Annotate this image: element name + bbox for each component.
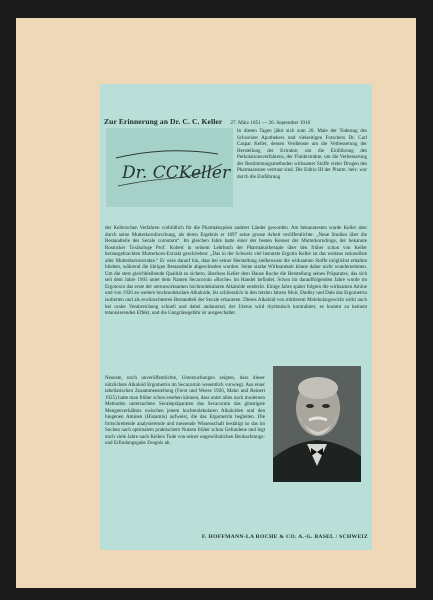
article-sheet	[100, 84, 372, 550]
article-dates: 27. März 1851 — 26. September 1916	[230, 120, 311, 126]
bald-head-shape	[298, 377, 338, 399]
portrait-drawing	[273, 366, 361, 482]
left-paragraph: Neueste, noch unveröffentlichte, Untersuchungen zeigten, dass dieser nützlichste Alkaloid Ergometrin im Secacornin wesentlich vorwiegt. Aus einer tabellarischen Zusammenstellung (Forst und Weese 1926, Mahn und Reinert 1925) hatte man früher schon ersehen können, dass unter allen nach modernen Methoden untersuchten Secalepräparaten das Secacornin das günstigste Mengenverhältnis zwischen jenem hochmolekularen Alkaloiden und den biogenen Aminen (Histamin) aufweist, die das Ergometrin begleiten. Die fortschreitende analysierende und messende Wissenschaft bestätigt so das im Suchen nach optimalem praktischem Nutzen früher schon Gefundene und legt noch viele Jahre nach Kellers Tode von seiner ungewöhnlichen Beobachtungs- und Erfindungsgabe Zeugnis ab.	[105, 375, 265, 447]
signature-text: Dr. CCKeller	[122, 163, 231, 183]
portrait-photo	[273, 366, 361, 482]
main-text	[105, 225, 367, 317]
publisher-footer: F. HOFFMANN-LA ROCHE & CO. A.-G. BASEL / SCHWEIZ	[201, 534, 368, 540]
signature-drawing	[106, 128, 233, 207]
mount-board	[16, 18, 416, 588]
article-title: Zur Erinnerung an Dr. C. C. Keller	[104, 117, 223, 126]
signature-flourish	[116, 151, 218, 158]
article-header	[104, 111, 368, 129]
signature-image	[106, 128, 233, 207]
intro-column	[237, 128, 367, 180]
main-paragraph: der Kellerschen Verfahren vorbildlich für die Pharmakopöen anderer Länder geworden. Am bekanntesten wurde Keller aber durch seine Mutterkornforschung, als deren Ergebnis er 1897 seine grosse Arbeit veröffentlichte: „Neue Studien über die Bestandteile des Secale cornutum“. Im gleichen Jahre hatte einer der besten Kenner der Mutterkorndroge, der bekannte Rostocker Toxikologe Prof. Kobert in seinem Lehrbuch der Pharmakotherapie über den früher schon von Keller herausgebrachten Mutterkorn-Extrakt geschrieben: „Das in der Schweiz viel benutzte Ergotin Keller ist das weitaus rationellste aller Mutterkornextrakte.“ Er wies darauf hin, dass bei seiner Herstellung zielbewusst die wirksamen Stoffe möglichst erhalten blieben, während die übrigen Bestandteile abgeschieden wurden. Seine starke Wirksamkeit könne daher nicht wundernehmen. Um die stets gleichbleibende Qualität zu sichern, überliess Keller dem Hause Roche die Herstellung seines Präparates, das sich seit dem Jahre 1905 unter dem Namen Secacornin «Roche» im Handel befindet. Schon im darauffolgenden Jahre wurde im Ergotoxin das erste der uteruswirksamen hochmolekularen Alkaloide entdeckt. Einige Jahre später folgten die wirksamen Amine und von 1920 an weitere hochmolekulare Alkaloide, bis schliesslich in den letzten Jahren Moir, Dudley und Dale das Ergometrin isolierten und als erwünschtesten Bestandteil der Secale erkannten. Dieses Alkaloid von mittlerem Molekulargewicht wirkt auch bei oraler Verabreichung schnell und dabei andauernd, der Uterus wird rhythmisch kontrahiert, es kommt zu keinem tetanisierenden Effekt, und die Gangränegefahr ist ausgeschaltet.	[105, 225, 367, 317]
right-eye-shape	[322, 404, 330, 408]
left-eye-shape	[306, 404, 314, 408]
intro-paragraph: In diesen Tagen jährt sich zum 20. Male der Todestag des Schweizer Apothekers und vielseitigen Forschers Dr. Carl Caspar Keller, dessen Verdienste um die Verbesserung der Herstellung der Extrakte, um die Einführung des Perkolationsverfahrens, der Fluidextrakte, um die Verbesserung der Bestimmungsmethoden wirksamer Stoffe vieler Drogen des Pharmazeuten vertraut sind. Die Editio III der Pharm. helv. war durch die Einführung	[237, 128, 367, 180]
left-column	[105, 375, 265, 447]
